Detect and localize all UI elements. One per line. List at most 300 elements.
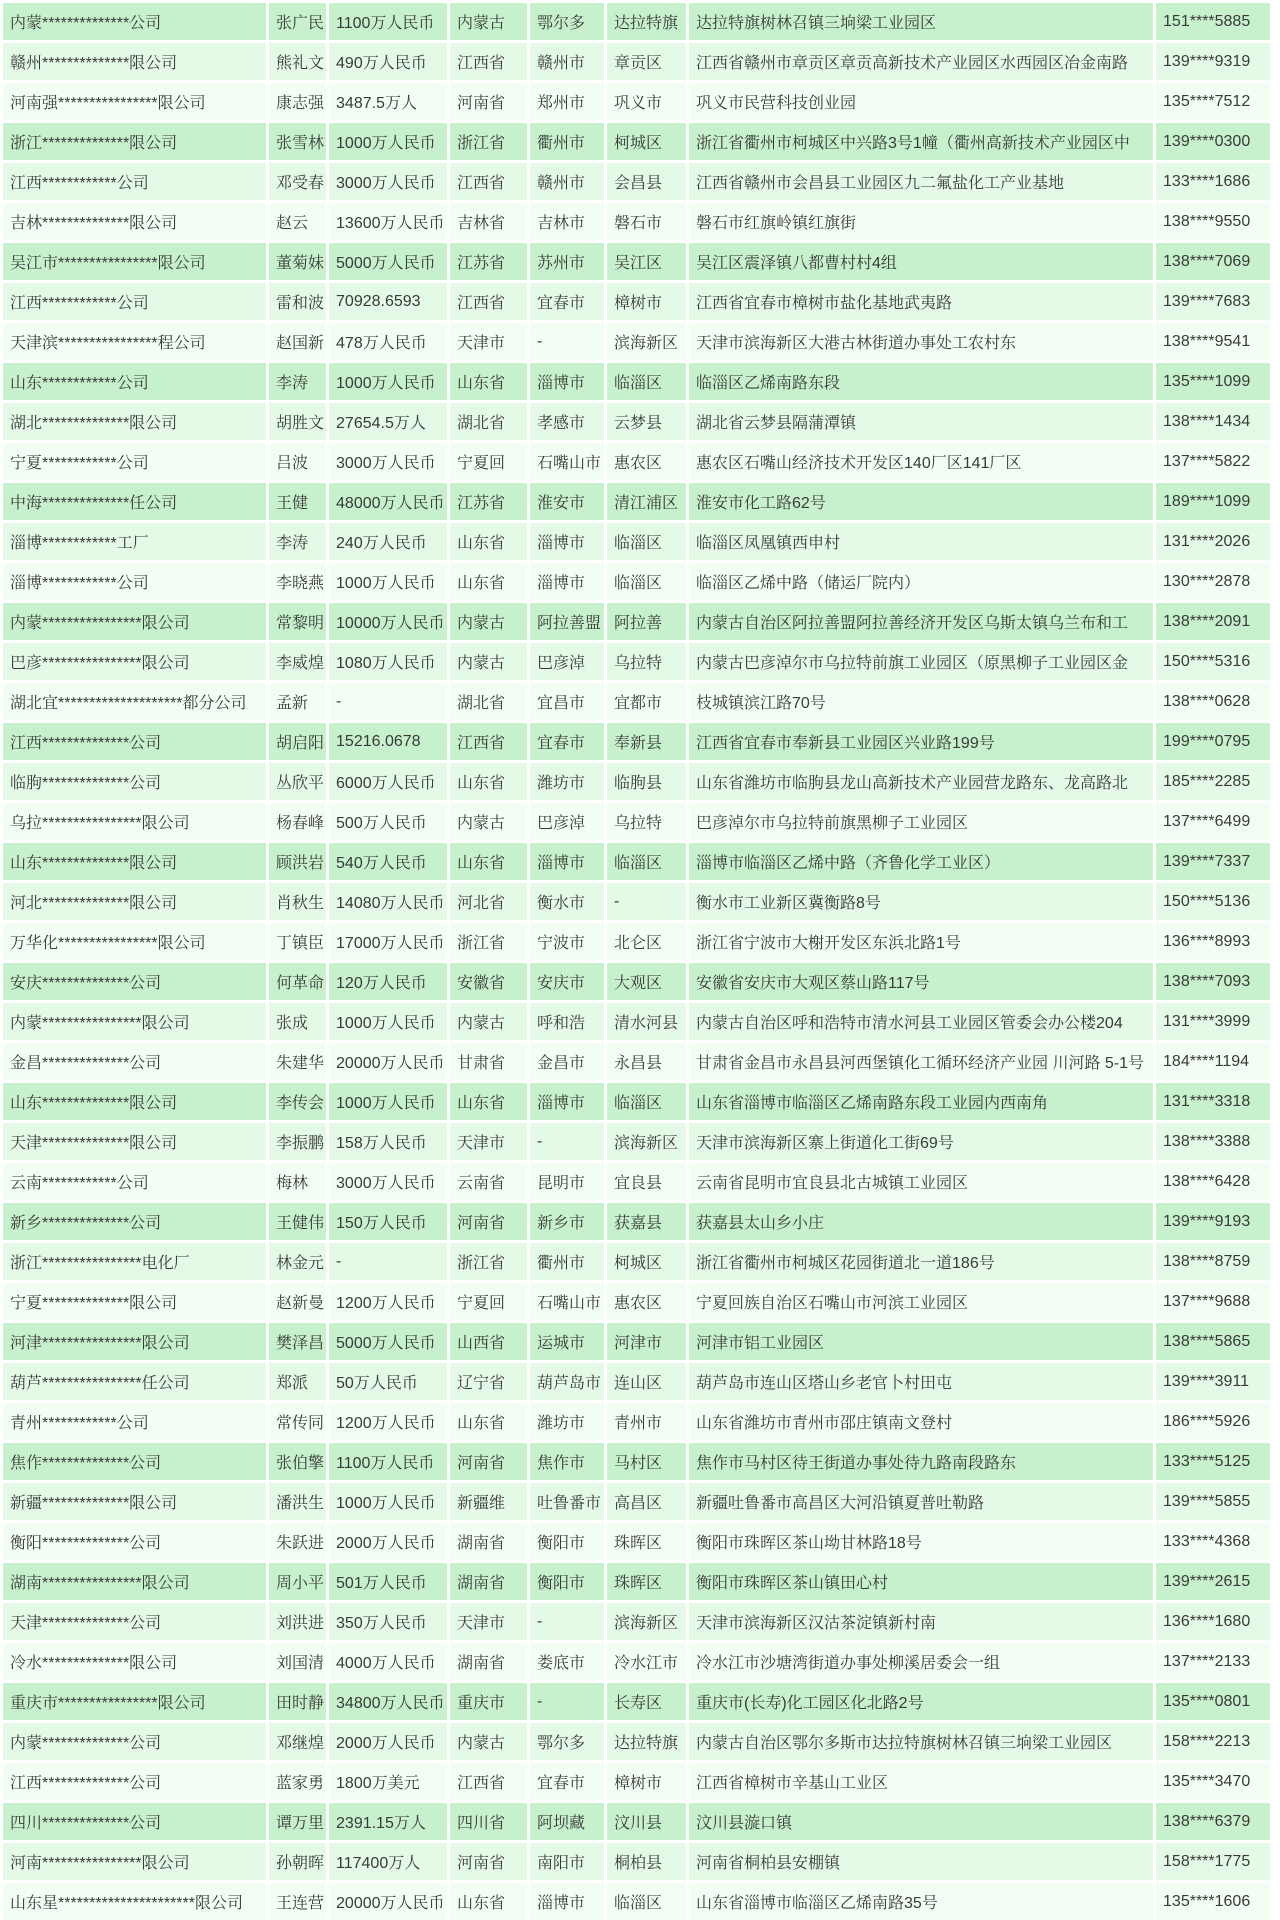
cell-address: 获嘉县太山乡小庄 <box>689 1203 1153 1240</box>
cell-district: 连山区 <box>607 1363 686 1400</box>
cell-registered_capital: 150万人民币 <box>329 1203 447 1240</box>
cell-city: 苏州市 <box>530 243 604 280</box>
cell-city: 淄博市 <box>530 363 604 400</box>
cell-district: 柯城区 <box>607 1243 686 1280</box>
cell-legal_person: 张雪林 <box>269 123 326 160</box>
cell-company: 吴江市****************限公司 <box>3 243 266 280</box>
cell-phone: 139****7337 <box>1156 843 1270 880</box>
cell-legal_person: 邓受春 <box>269 163 326 200</box>
cell-registered_capital: 1200万人民币 <box>329 1283 447 1320</box>
cell-city: 孝感市 <box>530 403 604 440</box>
cell-district: 临朐县 <box>607 763 686 800</box>
table-row <box>3 763 1270 800</box>
cell-registered_capital: 1100万人民币 <box>329 3 447 40</box>
cell-legal_person: 李涛 <box>269 523 326 560</box>
table-row <box>3 1123 1270 1160</box>
cell-province: 山东省 <box>450 1883 527 1920</box>
cell-city: 阿拉善盟 <box>530 603 604 640</box>
cell-phone: 139****5855 <box>1156 1483 1270 1520</box>
cell-district: 巩义市 <box>607 83 686 120</box>
table-row <box>3 1363 1270 1400</box>
cell-city: 呼和浩 <box>530 1003 604 1040</box>
cell-district: 临淄区 <box>607 363 686 400</box>
cell-province: 山东省 <box>450 563 527 600</box>
cell-address: 达拉特旗树林召镇三垧梁工业园区 <box>689 3 1153 40</box>
cell-address: 宁夏回族自治区石嘴山市河滨工业园区 <box>689 1283 1153 1320</box>
cell-company: 青州************公司 <box>3 1403 266 1440</box>
cell-legal_person: 赵云 <box>269 203 326 240</box>
cell-company: 内蒙**************公司 <box>3 1723 266 1760</box>
cell-district: 冷水江市 <box>607 1643 686 1680</box>
cell-company: 衡阳**************公司 <box>3 1523 266 1560</box>
cell-city: 淄博市 <box>530 523 604 560</box>
cell-phone: 186****5926 <box>1156 1403 1270 1440</box>
cell-phone: 151****5885 <box>1156 3 1270 40</box>
table-row <box>3 443 1270 480</box>
cell-legal_person: 吕波 <box>269 443 326 480</box>
cell-registered_capital: 1000万人民币 <box>329 1083 447 1120</box>
table-row <box>3 1843 1270 1880</box>
cell-district: 珠晖区 <box>607 1563 686 1600</box>
cell-province: 山东省 <box>450 843 527 880</box>
cell-province: 山东省 <box>450 763 527 800</box>
cell-province: 江西省 <box>450 1763 527 1800</box>
cell-phone: 137****2133 <box>1156 1643 1270 1680</box>
cell-province: 河南省 <box>450 83 527 120</box>
cell-address: 山东省淄博市临淄区乙烯南路35号 <box>689 1883 1153 1920</box>
cell-address: 汶川县漩口镇 <box>689 1803 1153 1840</box>
cell-province: 山东省 <box>450 363 527 400</box>
cell-city: 淄博市 <box>530 1083 604 1120</box>
cell-company: 山东星**********************限公司 <box>3 1883 266 1920</box>
cell-company: 河津****************限公司 <box>3 1323 266 1360</box>
cell-phone: 130****2878 <box>1156 563 1270 600</box>
cell-company: 金昌**************公司 <box>3 1043 266 1080</box>
company-table-body <box>3 3 1270 1920</box>
cell-city: 赣州市 <box>530 163 604 200</box>
cell-address: 江西省宜春市奉新县工业园区兴业路199号 <box>689 723 1153 760</box>
cell-registered_capital: 478万人民币 <box>329 323 447 360</box>
cell-address: 衡水市工业新区冀衡路8号 <box>689 883 1153 920</box>
table-row <box>3 243 1270 280</box>
cell-registered_capital: 48000万人民币 <box>329 483 447 520</box>
cell-city: 葫芦岛市 <box>530 1363 604 1400</box>
cell-phone: 138****7093 <box>1156 963 1270 1000</box>
cell-address: 浙江省衢州市柯城区中兴路3号1幢（衢州高新技术产业园区中 <box>689 123 1153 160</box>
cell-province: 湖南省 <box>450 1643 527 1680</box>
cell-province: 河南省 <box>450 1443 527 1480</box>
cell-phone: 158****1775 <box>1156 1843 1270 1880</box>
cell-district: 河津市 <box>607 1323 686 1360</box>
cell-province: 甘肃省 <box>450 1043 527 1080</box>
cell-address: 内蒙古巴彦淖尔市乌拉特前旗工业园区（原黑柳子工业园区金 <box>689 643 1153 680</box>
cell-legal_person: 王健 <box>269 483 326 520</box>
cell-city: 焦作市 <box>530 1443 604 1480</box>
cell-company: 葫芦****************任公司 <box>3 1363 266 1400</box>
cell-company: 河南****************限公司 <box>3 1843 266 1880</box>
cell-company: 吉林**************限公司 <box>3 203 266 240</box>
cell-legal_person: 张广民 <box>269 3 326 40</box>
cell-district: 大观区 <box>607 963 686 1000</box>
cell-registered_capital: 5000万人民币 <box>329 243 447 280</box>
cell-legal_person: 梅林 <box>269 1163 326 1200</box>
cell-district: 奉新县 <box>607 723 686 760</box>
cell-phone: 138****2091 <box>1156 603 1270 640</box>
cell-district: 北仑区 <box>607 923 686 960</box>
table-row <box>3 123 1270 160</box>
cell-province: 江西省 <box>450 163 527 200</box>
cell-company: 江西************公司 <box>3 163 266 200</box>
cell-province: 辽宁省 <box>450 1363 527 1400</box>
cell-city: - <box>530 1683 604 1720</box>
cell-registered_capital: 1000万人民币 <box>329 123 447 160</box>
cell-phone: 138****9550 <box>1156 203 1270 240</box>
cell-province: 江苏省 <box>450 483 527 520</box>
table-row <box>3 643 1270 680</box>
cell-registered_capital: 17000万人民币 <box>329 923 447 960</box>
cell-registered_capital: 14080万人民币 <box>329 883 447 920</box>
cell-phone: 135****1606 <box>1156 1883 1270 1920</box>
cell-address: 内蒙古自治区鄂尔多斯市达拉特旗树林召镇三垧梁工业园区 <box>689 1723 1153 1760</box>
cell-province: 重庆市 <box>450 1683 527 1720</box>
cell-address: 河津市铝工业园区 <box>689 1323 1153 1360</box>
cell-city: 石嘴山市 <box>530 443 604 480</box>
cell-city: 衢州市 <box>530 1243 604 1280</box>
cell-company: 天津**************限公司 <box>3 1123 266 1160</box>
cell-address: 枝城镇滨江路70号 <box>689 683 1153 720</box>
cell-registered_capital: 15216.0678 <box>329 723 447 760</box>
table-row <box>3 1563 1270 1600</box>
cell-district: 磐石市 <box>607 203 686 240</box>
cell-address: 浙江省宁波市大榭开发区东浜北路1号 <box>689 923 1153 960</box>
table-row <box>3 1523 1270 1560</box>
cell-district: 达拉特旗 <box>607 1723 686 1760</box>
cell-province: 天津市 <box>450 1603 527 1640</box>
cell-phone: 135****7512 <box>1156 83 1270 120</box>
cell-company: 宁夏************公司 <box>3 443 266 480</box>
cell-company: 浙江**************限公司 <box>3 123 266 160</box>
cell-legal_person: 康志强 <box>269 83 326 120</box>
cell-phone: 133****1686 <box>1156 163 1270 200</box>
cell-legal_person: 雷和波 <box>269 283 326 320</box>
cell-registered_capital: 70928.6593 <box>329 283 447 320</box>
cell-phone: 136****8993 <box>1156 923 1270 960</box>
cell-city: 鄂尔多 <box>530 3 604 40</box>
cell-company: 乌拉****************限公司 <box>3 803 266 840</box>
cell-city: 运城市 <box>530 1323 604 1360</box>
cell-phone: 135****1099 <box>1156 363 1270 400</box>
cell-company: 内蒙****************限公司 <box>3 1003 266 1040</box>
cell-legal_person: 周小平 <box>269 1563 326 1600</box>
cell-province: 宁夏回 <box>450 1283 527 1320</box>
cell-city: 淮安市 <box>530 483 604 520</box>
cell-province: 江西省 <box>450 723 527 760</box>
cell-province: 内蒙古 <box>450 3 527 40</box>
cell-city: 宜春市 <box>530 723 604 760</box>
cell-registered_capital: 5000万人民币 <box>329 1323 447 1360</box>
cell-legal_person: 李涛 <box>269 363 326 400</box>
cell-legal_person: 刘洪进 <box>269 1603 326 1640</box>
table-row <box>3 3 1270 40</box>
cell-district: 乌拉特 <box>607 643 686 680</box>
cell-registered_capital: 27654.5万人 <box>329 403 447 440</box>
cell-address: 吴江区震泽镇八都曹村村4组 <box>689 243 1153 280</box>
cell-legal_person: 丛欣平 <box>269 763 326 800</box>
cell-province: 江西省 <box>450 283 527 320</box>
cell-district: 高昌区 <box>607 1483 686 1520</box>
table-row <box>3 1643 1270 1680</box>
table-row <box>3 563 1270 600</box>
cell-phone: 139****0300 <box>1156 123 1270 160</box>
cell-company: 天津滨****************程公司 <box>3 323 266 360</box>
cell-legal_person: 常黎明 <box>269 603 326 640</box>
cell-company: 宁夏**************限公司 <box>3 1283 266 1320</box>
cell-legal_person: 赵国新 <box>269 323 326 360</box>
cell-phone: 138****8759 <box>1156 1243 1270 1280</box>
cell-city: 安庆市 <box>530 963 604 1000</box>
cell-province: 湖南省 <box>450 1563 527 1600</box>
cell-registered_capital: 540万人民币 <box>329 843 447 880</box>
cell-registered_capital: 3000万人民币 <box>329 443 447 480</box>
cell-registered_capital: 501万人民币 <box>329 1563 447 1600</box>
cell-district: 滨海新区 <box>607 1603 686 1640</box>
cell-company: 江西************公司 <box>3 283 266 320</box>
cell-phone: 138****6428 <box>1156 1163 1270 1200</box>
cell-phone: 138****9541 <box>1156 323 1270 360</box>
cell-company: 山东**************限公司 <box>3 1083 266 1120</box>
table-row <box>3 1723 1270 1760</box>
cell-phone: 136****1680 <box>1156 1603 1270 1640</box>
cell-legal_person: 蓝家勇 <box>269 1763 326 1800</box>
table-row <box>3 843 1270 880</box>
cell-registered_capital: 158万人民币 <box>329 1123 447 1160</box>
cell-district: 临淄区 <box>607 563 686 600</box>
cell-province: 山东省 <box>450 1083 527 1120</box>
cell-province: 内蒙古 <box>450 1723 527 1760</box>
cell-address: 临淄区凤凰镇西申村 <box>689 523 1153 560</box>
cell-city: 衡阳市 <box>530 1563 604 1600</box>
cell-district: 获嘉县 <box>607 1203 686 1240</box>
cell-district: 长寿区 <box>607 1683 686 1720</box>
cell-legal_person: 田时静 <box>269 1683 326 1720</box>
cell-legal_person: 张伯擎 <box>269 1443 326 1480</box>
table-row <box>3 1043 1270 1080</box>
cell-address: 焦作市马村区待王街道办事处待九路南段路东 <box>689 1443 1153 1480</box>
cell-phone: 138****1434 <box>1156 403 1270 440</box>
cell-company: 安庆**************公司 <box>3 963 266 1000</box>
table-row <box>3 363 1270 400</box>
cell-phone: 133****4368 <box>1156 1523 1270 1560</box>
cell-phone: 185****2285 <box>1156 763 1270 800</box>
cell-province: 安徽省 <box>450 963 527 1000</box>
cell-company: 临朐**************公司 <box>3 763 266 800</box>
cell-registered_capital: 34800万人民币 <box>329 1683 447 1720</box>
cell-legal_person: 何革命 <box>269 963 326 1000</box>
cell-phone: 158****2213 <box>1156 1723 1270 1760</box>
cell-province: 新疆维 <box>450 1483 527 1520</box>
cell-legal_person: 李威煌 <box>269 643 326 680</box>
cell-phone: 139****9193 <box>1156 1203 1270 1240</box>
cell-company: 江西**************公司 <box>3 723 266 760</box>
cell-legal_person: 胡启阳 <box>269 723 326 760</box>
table-row <box>3 1003 1270 1040</box>
cell-registered_capital: 3487.5万人 <box>329 83 447 120</box>
cell-legal_person: 李晓燕 <box>269 563 326 600</box>
cell-company: 中海**************任公司 <box>3 483 266 520</box>
cell-province: 云南省 <box>450 1163 527 1200</box>
cell-city: 潍坊市 <box>530 763 604 800</box>
cell-address: 临淄区乙烯中路（储运厂院内） <box>689 563 1153 600</box>
cell-company: 天津**************公司 <box>3 1603 266 1640</box>
cell-registered_capital: 240万人民币 <box>329 523 447 560</box>
cell-city: - <box>530 323 604 360</box>
cell-district: 临淄区 <box>607 843 686 880</box>
cell-city: 新乡市 <box>530 1203 604 1240</box>
cell-legal_person: 丁镇臣 <box>269 923 326 960</box>
cell-registered_capital: 117400万人 <box>329 1843 447 1880</box>
cell-company: 湖北**************限公司 <box>3 403 266 440</box>
cell-legal_person: 朱建华 <box>269 1043 326 1080</box>
cell-registered_capital: 1000万人民币 <box>329 1483 447 1520</box>
table-row <box>3 1283 1270 1320</box>
cell-company: 河南强****************限公司 <box>3 83 266 120</box>
cell-phone: 135****0801 <box>1156 1683 1270 1720</box>
cell-phone: 138****6379 <box>1156 1803 1270 1840</box>
table-row <box>3 883 1270 920</box>
cell-district: 乌拉特 <box>607 803 686 840</box>
table-row <box>3 1243 1270 1280</box>
cell-city: 石嘴山市 <box>530 1283 604 1320</box>
cell-city: 巴彦淖 <box>530 643 604 680</box>
cell-legal_person: 谭万里 <box>269 1803 326 1840</box>
table-row <box>3 403 1270 440</box>
cell-address: 新疆吐鲁番市高昌区大河沿镇夏普吐勒路 <box>689 1483 1153 1520</box>
cell-legal_person: 潘洪生 <box>269 1483 326 1520</box>
cell-registered_capital: 1000万人民币 <box>329 563 447 600</box>
cell-phone: 133****5125 <box>1156 1443 1270 1480</box>
cell-legal_person: 孙朝晖 <box>269 1843 326 1880</box>
cell-address: 天津市滨海新区寨上街道化工街69号 <box>689 1123 1153 1160</box>
cell-company: 江西**************公司 <box>3 1763 266 1800</box>
cell-city: 衢州市 <box>530 123 604 160</box>
cell-legal_person: 顾洪岩 <box>269 843 326 880</box>
cell-city: 宜春市 <box>530 283 604 320</box>
cell-company: 内蒙****************限公司 <box>3 603 266 640</box>
cell-province: 河南省 <box>450 1203 527 1240</box>
cell-company: 赣州**************限公司 <box>3 43 266 80</box>
cell-city: 淄博市 <box>530 843 604 880</box>
table-row <box>3 1763 1270 1800</box>
table-row <box>3 1203 1270 1240</box>
cell-city: 昆明市 <box>530 1163 604 1200</box>
cell-address: 巩义市民营科技创业园 <box>689 83 1153 120</box>
table-row <box>3 1163 1270 1200</box>
cell-district: 惠农区 <box>607 1283 686 1320</box>
cell-phone: 139****9319 <box>1156 43 1270 80</box>
table-row <box>3 83 1270 120</box>
table-row <box>3 523 1270 560</box>
table-row <box>3 923 1270 960</box>
cell-district: 临淄区 <box>607 523 686 560</box>
cell-province: 山东省 <box>450 1403 527 1440</box>
cell-legal_person: 樊泽昌 <box>269 1323 326 1360</box>
cell-address: 磐石市红旗岭镇红旗街 <box>689 203 1153 240</box>
cell-province: 山西省 <box>450 1323 527 1360</box>
cell-address: 安徽省安庆市大观区蔡山路117号 <box>689 963 1153 1000</box>
table-row <box>3 1083 1270 1120</box>
cell-district: 吴江区 <box>607 243 686 280</box>
cell-legal_person: 胡胜文 <box>269 403 326 440</box>
cell-phone: 138****5865 <box>1156 1323 1270 1360</box>
cell-legal_person: 杨春峰 <box>269 803 326 840</box>
cell-district: 滨海新区 <box>607 323 686 360</box>
cell-phone: 137****5822 <box>1156 443 1270 480</box>
cell-company: 新疆**************限公司 <box>3 1483 266 1520</box>
cell-city: - <box>530 1123 604 1160</box>
table-row <box>3 1443 1270 1480</box>
cell-legal_person: 林金元 <box>269 1243 326 1280</box>
cell-registered_capital: 1080万人民币 <box>329 643 447 680</box>
cell-address: 冷水江市沙塘湾街道办事处柳溪居委会一组 <box>689 1643 1153 1680</box>
cell-district: 汶川县 <box>607 1803 686 1840</box>
cell-company: 湖南****************限公司 <box>3 1563 266 1600</box>
cell-address: 浙江省衢州市柯城区花园街道北一道186号 <box>689 1243 1153 1280</box>
cell-province: 四川省 <box>450 1803 527 1840</box>
cell-province: 山东省 <box>450 523 527 560</box>
cell-phone: 139****2615 <box>1156 1563 1270 1600</box>
cell-registered_capital: 2000万人民币 <box>329 1523 447 1560</box>
cell-address: 淮安市化工路62号 <box>689 483 1153 520</box>
cell-province: 河南省 <box>450 1843 527 1880</box>
table-row <box>3 1403 1270 1440</box>
cell-registered_capital: 350万人民币 <box>329 1603 447 1640</box>
cell-company: 山东**************限公司 <box>3 843 266 880</box>
cell-registered_capital: 1200万人民币 <box>329 1403 447 1440</box>
cell-district: 达拉特旗 <box>607 3 686 40</box>
cell-address: 内蒙古自治区阿拉善盟阿拉善经济开发区乌斯太镇乌兰布和工 <box>689 603 1153 640</box>
cell-city: 衡阳市 <box>530 1523 604 1560</box>
cell-registered_capital: 20000万人民币 <box>329 1043 447 1080</box>
cell-phone: 150****5136 <box>1156 883 1270 920</box>
cell-address: 山东省潍坊市临朐县龙山高新技术产业园营龙路东、龙高路北 <box>689 763 1153 800</box>
cell-phone: 131****3999 <box>1156 1003 1270 1040</box>
cell-company: 河北**************限公司 <box>3 883 266 920</box>
cell-district: 会昌县 <box>607 163 686 200</box>
cell-city: - <box>530 1603 604 1640</box>
cell-address: 临淄区乙烯南路东段 <box>689 363 1153 400</box>
cell-phone: 137****6499 <box>1156 803 1270 840</box>
cell-address: 巴彦淖尔市乌拉特前旗黑柳子工业园区 <box>689 803 1153 840</box>
table-row <box>3 683 1270 720</box>
cell-legal_person: 董菊妹 <box>269 243 326 280</box>
cell-company: 云南************公司 <box>3 1163 266 1200</box>
cell-address: 江西省樟树市辛基山工业区 <box>689 1763 1153 1800</box>
cell-province: 内蒙古 <box>450 643 527 680</box>
cell-city: 郑州市 <box>530 83 604 120</box>
cell-legal_person: 肖秋生 <box>269 883 326 920</box>
cell-registered_capital: 4000万人民币 <box>329 1643 447 1680</box>
cell-phone: 184****1194 <box>1156 1043 1270 1080</box>
cell-registered_capital: 3000万人民币 <box>329 1163 447 1200</box>
table-row <box>3 803 1270 840</box>
cell-district: 珠晖区 <box>607 1523 686 1560</box>
cell-legal_person: 孟新 <box>269 683 326 720</box>
cell-company: 重庆市****************限公司 <box>3 1683 266 1720</box>
cell-district: 清江浦区 <box>607 483 686 520</box>
cell-company: 万华化****************限公司 <box>3 923 266 960</box>
cell-city: 巴彦淖 <box>530 803 604 840</box>
cell-legal_person: 赵新曼 <box>269 1283 326 1320</box>
